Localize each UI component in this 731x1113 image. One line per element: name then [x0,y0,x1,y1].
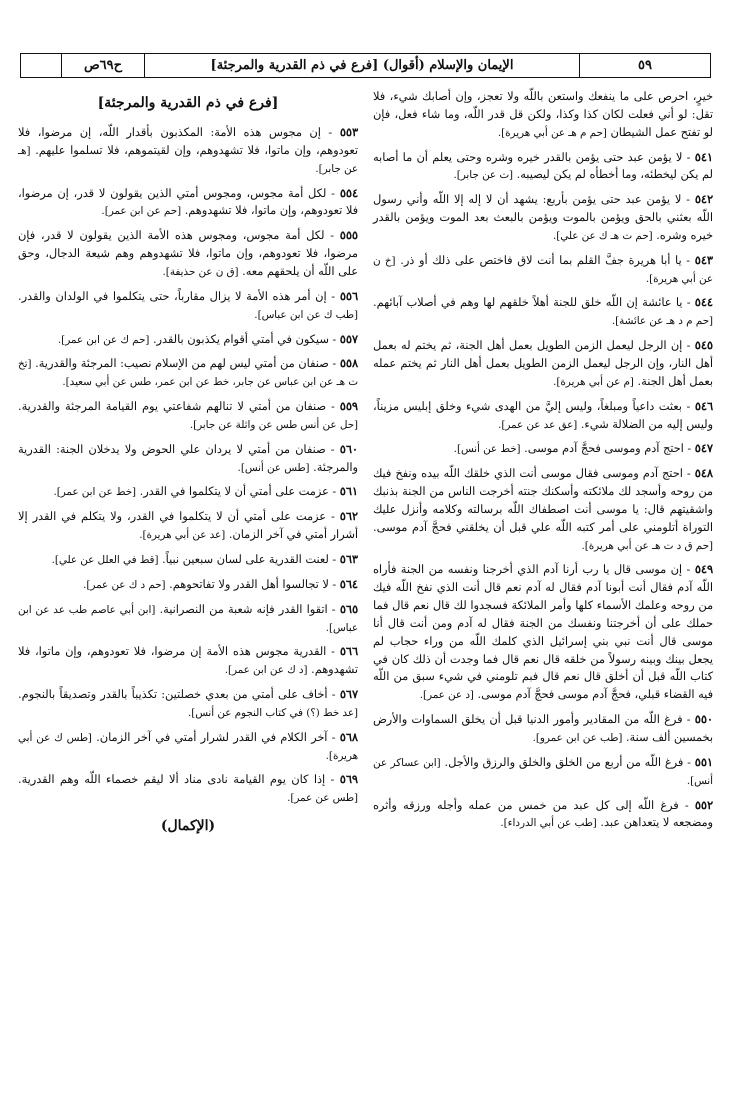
hadith-source: [ق ن عن حذيفة]. [162,266,239,279]
hadith-entry: ٥٥٠ - فرغ اللّه من المقادير وأمور الدنيا قبل أن يخلق السماوات والأرض بخمسين ألف سنة. [طب عن ابن عمرو]. [373,712,713,744]
hadith-source: [حم م د هـ عن عائشة]. [611,315,713,328]
hadith-number: ٥٤١ [694,149,713,164]
hadith-source: [طب عن ابن عمرو]. [532,732,623,744]
hadith-entry: ٥٦١ - عزمت على أمتي أن لا يتكلموا في القدر. [خط عن ابن عمر]. [53,484,358,499]
hadith-text: خيرٍ، احرص على ما ينفعك واستعن باللّه ولا تعجز، وإن أصابك شيء، فلا تقل: لو أني فعلت لكان كذا وكذا، ولكن قل قدر اللّه، وما شاء فعل، فإن لو تفتح عمل الشيطان [373,90,713,139]
hadith-source: [طب ك عن ابن عباس]. [254,308,358,321]
hadith-number: ٥٥٨ [339,356,359,371]
hadith-number: ٥٥٩ [339,399,358,414]
hadith-source: [طس ك عن أبي هريرة]. [18,731,358,762]
hadith-text: إن الرجل ليعمل الزمن الطويل بعمل أهل الجنة، ثم يختم له بعمل أهل النار، وإن الرجل ليعمل الزمن الطويل بعمل أهل النار ثم يختم عمله بعمل أهل الجنة. [373,339,713,388]
hadith-number: ٥٦٨ [339,729,358,744]
hadith-source: [ابن أبي عاصم طب عد عن ابن عباس]. [18,603,358,634]
hadith-number: ٥٤٨ [694,466,713,481]
hadith-entry: ٥٤٦ - بعثت داعياً ومبلغاً، وليس إليَّ من الهدى شيء وخلق إبليس مزيناً، وليس إليه من الضلالة شيء. [عق عد عن عمر]. [373,398,714,431]
hadith-text: بعثت داعياً ومبلغاً، وليس إليَّ من الهدى شيء وخلق إبليس مزيناً، وليس إليه من الضلالة شيء. [373,399,713,431]
hadith-text: صنفان من أمتي ليس لهم من الإسلام نصيب: المرجئة والقدرية. [35,357,329,371]
hadith-entry: ٥٤٩ - إن موسى قال يا رب أرنا آدم الذي أخرجنا ونفسه من الجنة فأراه اللّه آدم فقال أنت أبونا آدم فقال له آدم نعم قال أنت الذي نفخ اللّه فيك من روحه وعلمك الأسماء كلها وأمر الملائكة فسجدوا لك قال نعم قال فما حملك على أن أخرجتنا ونفسك من الجنة فقال له آدم ومن أنت قال أنا موسى قال أنت نبي بني إسرائيل الذي كلمك اللّه من وراء حجاب لم يجعل بينك وبينه رسولاً من خلقه قال نعم قال فما وجدت أن ذلك كان في كتاب اللّه قبل أن أخلق قال نعم قال فبم تلومني في شيء سبق من اللّه فيه القضاء قبلي، فحجَّ آدم موسى فحجَّ آدم موسى. [د عن عمر]. [373,562,714,702]
left-entries [18,124,358,807]
hadith-text: اتقوا القدر فإنه شعبة من النصرانية. [159,602,328,616]
hadith-entry: ٥٤٢ - لا يؤمن عبد حتى يؤمن بأربع: يشهد أن لا إله إلا اللّه وأني رسول اللّه بعثني بالحق ويؤمن بالموت ويؤمن بالبعث بعد الموت ويؤمن بالقدر خيره وشره. [حم ت هـ ك عن علي]. [373,192,714,242]
hadith-text: إن أمر هذه الأمة لا يزال مقارباً، حتى يتكلموا في الولدان والقدر. [18,289,327,303]
hadith-source: [حل عن أنس طس عن واثلة عن جابر]. [189,418,358,431]
hadith-entry: ٥٥٤ - لكل أمة مجوس، ومجوس أمتي الذين يقولون لا قدر، إن مرضوا، فلا تعودوهم، وإن ماتوا، فلا تشهدوهم. [حم عن ابن عمر]. [18,185,359,218]
hadith-text: فرغ اللّه من المقادير وأمور الدنيا قبل أن يخلق السماوات والأرض بخمسين ألف سنة. [373,713,713,744]
hadith-entry: ٥٦٦ - القدرية مجوس هذه الأمة إن مرضوا، فلا تعودوهم، وإن ماتوا، فلا تشهدوهم. [د ك عن ابن عمر]. [18,644,359,677]
hadith-number: ٥٦٤ [339,576,358,591]
hadith-source: [طب عن أبي الدرداء]. [500,817,597,830]
hadith-text: يا أبا هريرة جفَّ القلم بما أنت لاق فاختص على ذلك أو ذر. [400,253,682,267]
left-column [18,88,358,1098]
page-number: ٥٩ [579,54,710,77]
hadith-source: [حم ت هـ ك عن علي]. [552,229,653,242]
hadith-entry: ٥٥٨ - صنفان من أمتي ليس لهم من الإسلام نصيب: المرجئة والقدرية. [تخ ت هـ عن ابن عباس عن جابر، خط عن ابن عمر، طس عن أبي سعيد]. [18,356,359,389]
hadith-entry: ٥٦٩ - إذا كان يوم القيامة نادى مناد ألا ليقم خصماء اللّه وهم القدرية. [طس عن عمر]. [18,772,358,805]
hadith-source: [حم ق د ت هـ عن أبي هريرة]. [581,539,713,552]
hadith-text: صنفان من أمتي لا تنالهم شفاعتي يوم القيامة المرجئة والقدرية. [18,400,326,414]
hadith-number: ٥٥٧ [339,331,358,346]
hadith-number: ٥٤٦ [694,398,714,413]
hadith-number: ٥٥٠ [694,712,713,727]
hadith-text: لا يؤمن عبد حتى يؤمن بالقدر خيره وشره وحتى يعلم أن ما أصابه لم يكن ليخطئه، وما أخطأه لم يكن ليصيبه. [373,150,713,182]
hadith-number: ٥٤٩ [694,562,714,577]
hadith-text: فرغ اللّه من أربع من الخلق والخلق والرزق والأجل. [444,755,684,769]
hadith-text: سيكون في أمتي أقوام يكذبون بالقدر. [152,332,329,346]
hadith-text: عزمت على أمتي أن لا يتكلموا في القدر. [139,485,329,499]
hadith-source: [تخ ت هـ عن ابن عباس عن جابر، خط عن ابن عمر، طس عن أبي سعيد]. [18,358,358,389]
hadith-source: [حم د ك عن عمر]. [83,578,166,591]
hadith-text: يا عائشة إن اللّه خلق للجنة أهلاً خلقهم لها وهم في أصلاب آبائهم. [373,296,683,310]
hadith-number: ٥٦٥ [339,601,359,616]
hadith-source: [حم م هـ عن أبي هريرة]. [497,126,607,139]
hadith-source: [ابن عساكر عن أنس]. [373,756,713,787]
hadith-text: احتج آدم وموسى فحجَّ آدم موسى. [524,442,684,456]
hadith-entry: ٥٥٦ - إن أمر هذه الأمة لا يزال مقارباً، حتى يتكلموا في الولدان والقدر. [طب ك عن ابن عباس]. [18,288,359,321]
hadith-source: [طس عن عمر]. [287,792,358,805]
hadith-entry: ٥٥٧ - سيكون في أمتي أقوام يكذبون بالقدر. [حم ك عن ابن عمر]. [57,331,358,346]
hadith-text: لعنت القدرية على لسان سبعين نبياً. [162,552,329,566]
end-note: (الإكمال) [160,818,216,835]
hadith-number: ٥٥٦ [339,288,359,303]
hadith-number: ٥٦٢ [339,509,358,524]
hadith-entry: ٥٦٧ - أخاف على أمتي من بعدي خصلتين: تكذيباً بالقدر وتصديقاً بالنجوم. [عد خط (؟) في كتاب النجوم عن أنس]. [18,687,359,719]
hadith-entry: ٥٦٨ - آخر الكلام في القدر لشرار أمتي في آخر الزمان. [طس ك عن أبي هريرة]. [18,729,358,762]
hadith-source: [قط في العلل عن علي]. [51,553,159,566]
hadith-text: صنفان من أمتي لا يردان علي الحوض ولا يدخلان الجنة: القدرية والمرجئة. [18,442,358,474]
hadith-entry: ٥٥٢ - فرغ اللّه إلى كل عبد من خمس من عمله وأجله ورزقه وأثره ومضجعه لا يتعداهن عبد. [طب عن أبي الدرداء]. [373,797,714,830]
hadith-text: آخر الكلام في القدر لشرار أمتي في آخر الزمان. [96,730,328,744]
hadith-source: [طس عن أنس]. [237,461,310,474]
hadith-text: لكل أمة مجوس، ومجوس أمتي الذين يقولون لا قدر، إن مرضوا، فلا تعودوهم، وإن ماتوا، فلا تشهدوهم. [18,186,358,218]
hadith-entry: ٥٦٤ - لا تجالسوا أهل القدر ولا تفاتحوهم. [حم د ك عن عمر]. [83,576,358,591]
hadith-source: [ت عن جابر]. [453,169,514,182]
hadith-entry: ٥٦٣ - لعنت القدرية على لسان سبعين نبياً. [قط في العلل عن علي]. [51,551,358,566]
hadith-number: ٥٤٤ [694,295,713,310]
hadith-text: فرغ اللّه إلى كل عبد من خمس من عمله وأجله ورزقه وأثره ومضجعه لا يتعداهن عبد. [373,798,713,830]
hadith-text: القدرية مجوس هذه الأمة إن مرضوا، فلا تعودوهم، وإن ماتوا، فلا تشهدوهم. [18,645,358,677]
hadith-entry: ٥٤٣ - يا أبا هريرة جفَّ القلم بما أنت لاق فاختص على ذلك أو ذر. [خ ن عن أبي هريرة]. [373,252,713,285]
hadith-entry: ٥٤٥ - إن الرجل ليعمل الزمن الطويل بعمل أهل الجنة، ثم يختم له بعمل أهل النار، وإن الرجل ليعمل الزمن الطويل بعمل أهل النار ثم يختم عمله بعمل أهل الجنة. [م عن أبي هريرة]. [373,338,713,388]
hadith-entry: ٥٤١ - لا يؤمن عبد حتى يؤمن بالقدر خيره وشره وحتى يعلم أن ما أصابه لم يكن ليخطئه، وما أخطأه لم يكن ليصيبه. [ت عن جابر]. [373,149,713,182]
hadith-source: [خ ن عن أبي هريرة]. [373,254,713,285]
hadith-entry: ٥٥٩ - صنفان من أمتي لا تنالهم شفاعتي يوم القيامة المرجئة والقدرية. [حل عن أنس طس عن واثلة عن جابر]. [18,399,358,431]
hadith-number: ٥٦٩ [339,772,358,787]
hadith-source: [حم عن ابن عمر]. [101,205,182,218]
hadith-number: ٥٤٢ [694,192,714,207]
hadith-number: ٥٤٧ [694,441,713,456]
two-column-body [18,88,713,1098]
hadith-entry: ٥٤٤ - يا عائشة إن اللّه خلق للجنة أهلاً خلقهم لها وهم في أصلاب آبائهم. [حم م د هـ عن عائشة]. [373,295,713,328]
hadith-entry: ٥٥١ - فرغ اللّه من أربع من الخلق والخلق والرزق والأجل. [ابن عساكر عن أنس]. [373,754,713,787]
section-title: [فرع في ذم القدرية والمرجئة] [97,95,279,111]
hadith-source: [عق عد عن عمر]. [498,418,578,431]
hadith-number: ٥٦٧ [339,687,359,702]
hadith-text: لا يؤمن عبد حتى يؤمن بأربع: يشهد أن لا إله إلا اللّه وأني رسول اللّه بعثني بالحق ويؤمن بالموت ويؤمن بالبعث بعد الموت ويؤمن بالقدر خيره وشره. [373,193,713,242]
hadith-entry: ٥٥٥ - لكل أمة مجوس، ومجوس هذه الأمة الذين يقولون لا قدر، فإن مرضوا، فلا تعودوهم، وإن ماتوا، فلا تشهدوهم وهم شيعة الدجال، وحق على اللّه أن يلحقهم معه. [ق ن عن حذيفة]. [18,228,358,279]
hadith-source: [هـ عن جابر]. [18,144,358,175]
hadith-number: ٥٤٥ [694,338,713,353]
hadith-text: عزمت على أمتي أن لا يتكلموا في القدر، ولا يتكلم في القدر إلا أشرار أمتي في آخر الزمان. [18,510,358,542]
hadith-entry: ٥٦٠ - صنفان من أمتي لا يردان علي الحوض ولا يدخلان الجنة: القدرية والمرجئة. [طس عن أنس]. [18,441,358,474]
hadith-number: ٥٥٣ [339,125,359,140]
hadith-text: لا تجالسوا أهل القدر ولا تفاتحوهم. [169,577,329,591]
hadith-number: ٥٥٥ [339,228,358,243]
header-blank-cell [21,54,61,77]
hadith-text: أخاف على أمتي من بعدي خصلتين: تكذيباً بالقدر وتصديقاً بالنجوم. [18,688,328,702]
page-header [20,53,711,78]
hadith-source: [خط عن أنس]. [453,443,521,456]
running-title: الإيمان والإسلام (أقوال) [فرع في ذم القدرية والمرجئة] [144,54,579,77]
hadith-source: [خط عن ابن عمر]. [53,486,137,499]
hadith-source: [عد عن أبي هريرة]. [139,529,226,542]
hadith-text: لكل أمة مجوس، ومجوس هذه الأمة الذين يقولون لا قدر، فإن مرضوا، فلا تعودوهم، وإن ماتوا، فلا تشهدوهم وهم شيعة الدجال، وحق على اللّه أن يلحقهم معه. [18,229,358,279]
hadith-source: [د عن عمر]. [419,689,474,702]
right-column [373,88,713,1098]
hadith-number: ٥٦٣ [339,551,358,566]
hadith-text: إن موسى قال يا رب أرنا آدم الذي أخرجنا ونفسه من الجنة فأراه اللّه آدم فقال أنت أبونا آدم فقال له آدم نعم قال أنت الذي نفخ اللّه فيك من روحه وعلمك الأسماء كلها وأمر الملائكة فسجدوا لك قال نعم قال فما حملك على أن أخرجتنا ونفسك من الجنة فقال له آدم ومن أنت قال أنا موسى قال أنت نبي بني إسرائيل الذي كلمك اللّه من وراء حجاب لم يجعل بينك وبينه رسولاً من خلقه قال نعم قال فما وجدت أن ذلك كان في كتاب اللّه قبل أن أخلق قال نعم قال فبم تلومني في شيء سبق من اللّه فيه القضاء قبلي، فحجَّ آدم موسى فحجَّ آدم موسى. [373,563,713,702]
hadith-number: ٥٥١ [694,754,713,769]
volume-ref: ح٦٩ص [61,54,144,77]
hadith-number: ٥٥٤ [339,185,359,200]
hadith-text: احتج آدم وموسى فقال موسى أنت الذي خلقك اللّه بيده ونفخ فيك من روحه وأسجد لك ملائكته وأسكنك جنته أخرجت الناس من الجنة بذنبك واشقيتهم قال: يا موسى أنت اصطفاك اللّه برسالته وكلامه وأنزل عليك التوراة أتلومني على أمر كتبه اللّه علي قبل أن يخلقني فحجَّ آدم موسى. [373,467,713,534]
hadith-entry: ٥٤٧ - احتج آدم وموسى فحجَّ آدم موسى. [خط عن أنس]. [453,441,713,456]
hadith-source: [د ك عن ابن عمر]. [224,664,308,677]
hadith-entry: ٥٤٨ - احتج آدم وموسى فقال موسى أنت الذي خلقك اللّه بيده ونفخ فيك من روحه وأسجد لك ملائكته وأسكنك جنته أخرجت الناس من الجنة بذنبك واشقيتهم قال: يا موسى أنت اصطفاك اللّه برسالته وكلامه وأنزل عليك التوراة أتلومني على أمر كتبه اللّه علي قبل أن يخلقني فحجَّ آدم موسى. [حم ق د ت هـ عن أبي هريرة]. [373,466,713,552]
hadith-number: ٥٤٣ [694,252,713,267]
hadith-text: إذا كان يوم القيامة نادى مناد ألا ليقم خصماء اللّه وهم القدرية. [18,773,326,787]
hadith-entry [373,88,713,142]
hadith-source: [م عن أبي هريرة]. [553,375,634,388]
hadith-source: [حم ك عن ابن عمر]. [57,333,150,346]
hadith-entry: ٥٦٥ - اتقوا القدر فإنه شعبة من النصرانية. [ابن أبي عاصم طب عد عن ابن عباس]. [18,601,359,634]
hadith-entry: ٥٦٢ - عزمت على أمتي أن لا يتكلموا في القدر، ولا يتكلم في القدر إلا أشرار أمتي في آخر الزمان. [عد عن أبي هريرة]. [18,509,358,542]
hadith-text: إن مجوس هذه الأمة: المكذبون بأقدار اللّه، إن مرضوا، فلا تعودوهم، وإن ماتوا، فلا تشهدوهم، وإن لقيتموهم، فلا تسلموا عليهم. [18,126,359,157]
hadith-number: ٥٦١ [339,484,358,499]
hadith-number: ٥٦٠ [339,441,358,456]
hadith-source: [عد خط (؟) في كتاب النجوم عن أنس]. [187,706,358,719]
hadith-entry: ٥٥٣ - إن مجوس هذه الأمة: المكذبون بأقدار اللّه، إن مرضوا، فلا تعودوهم، وإن ماتوا، فلا تشهدوهم، وإن لقيتموهم، فلا تسلموا عليهم. [هـ عن جابر]. [18,125,359,175]
hadith-number: ٥٦٦ [339,644,359,659]
hadith-number: ٥٥٢ [694,797,714,812]
